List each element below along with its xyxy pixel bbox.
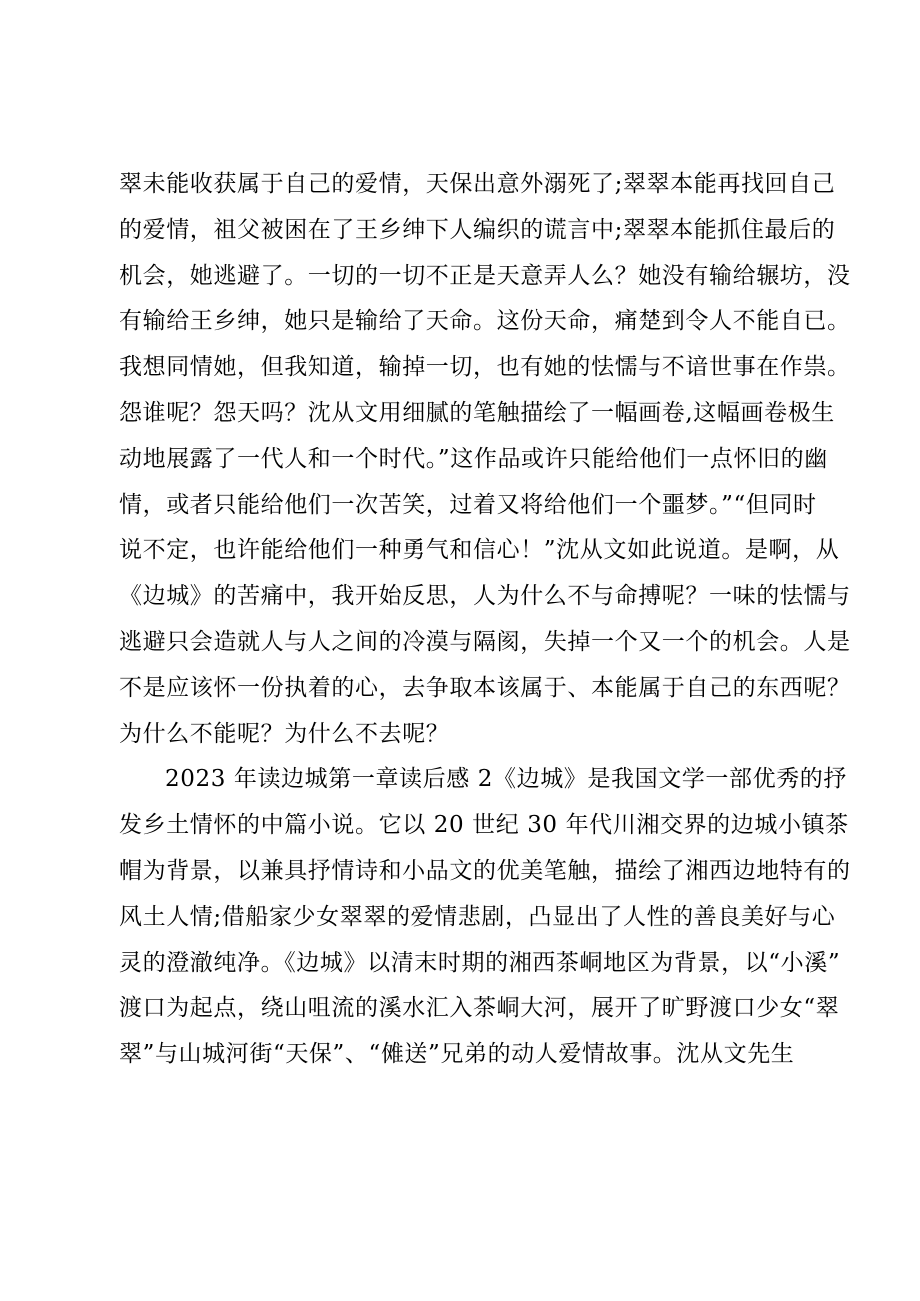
document-body — [119, 162, 851, 1078]
text-line: 有输给王乡绅，她只是输给了天命。这份天命，痛楚到令人不能自已。 — [119, 308, 851, 335]
text-line: 2023 年读边城第一章读后感 2《边城》是我国文学一部优秀的抒 — [165, 766, 847, 793]
text-line: 发乡土情怀的中篇小说。它以 20 世纪 30 年代川湘交界的边城小镇茶 — [119, 812, 849, 839]
text-line: 风土人情;借船家少女翠翠的爱情悲剧，凸显出了人性的善良美好与心 — [119, 903, 836, 930]
text-line: 渡口为起点，绕山咀流的溪水汇入茶峒大河，展开了旷野渡口少女“翠 — [119, 995, 840, 1022]
text-line: 机会，她逃避了。一切的一切不正是天意弄人么？她没有输给辗坊，没 — [119, 262, 851, 289]
text-line: 情，或者只能给他们一次苦笑，过着又将给他们一个噩梦。”“但同时 — [119, 491, 817, 518]
text-line: 我想同情她，但我知道，输掉一切，也有她的怯懦与不谙世事在作祟。 — [119, 354, 851, 381]
text-line: 的爱情，祖父被困在了王乡绅下人编织的谎言中;翠翠本能抓住最后的 — [119, 216, 836, 243]
text-line: 帽为背景，以兼具抒情诗和小品文的优美笔触，描绘了湘西边地特有的 — [119, 857, 851, 884]
text-line: 动地展露了一代人和一个时代。”这作品或许只能给他们一点怀旧的幽 — [119, 445, 828, 472]
text-line: 为什么不能呢？为什么不去呢？ — [119, 720, 450, 747]
text-line: 翠未能收获属于自己的爱情，天保出意外溺死了;翠翠本能再找回自己 — [119, 171, 836, 197]
text-line: 说不定，也许能给他们一种勇气和信心！”沈从文如此说道。是啊，从 — [119, 537, 840, 564]
text-line: 翠”与山城河街“天保”、“傩送”兄弟的动人爱情故事。沈从文先生 — [119, 1041, 795, 1068]
text-line: 逃避只会造就人与人之间的冷漠与隔阂，失掉一个又一个的机会。人是 — [119, 628, 851, 655]
text-line: 灵的澄澈纯净。《边城》以清末时期的湘西茶峒地区为背景，以“小溪” — [119, 949, 841, 976]
text-line: 怨谁呢？怨天吗？沈从文用细腻的笔触描绘了一幅画卷,这幅画卷极生 — [119, 399, 835, 426]
text-line: 《边城》的苦痛中，我开始反思，人为什么不与命搏呢？一味的怯懦与 — [119, 583, 851, 610]
text-line: 不是应该怀一份执着的心，去争取本该属于、本能属于自己的东西呢？ — [119, 674, 851, 701]
